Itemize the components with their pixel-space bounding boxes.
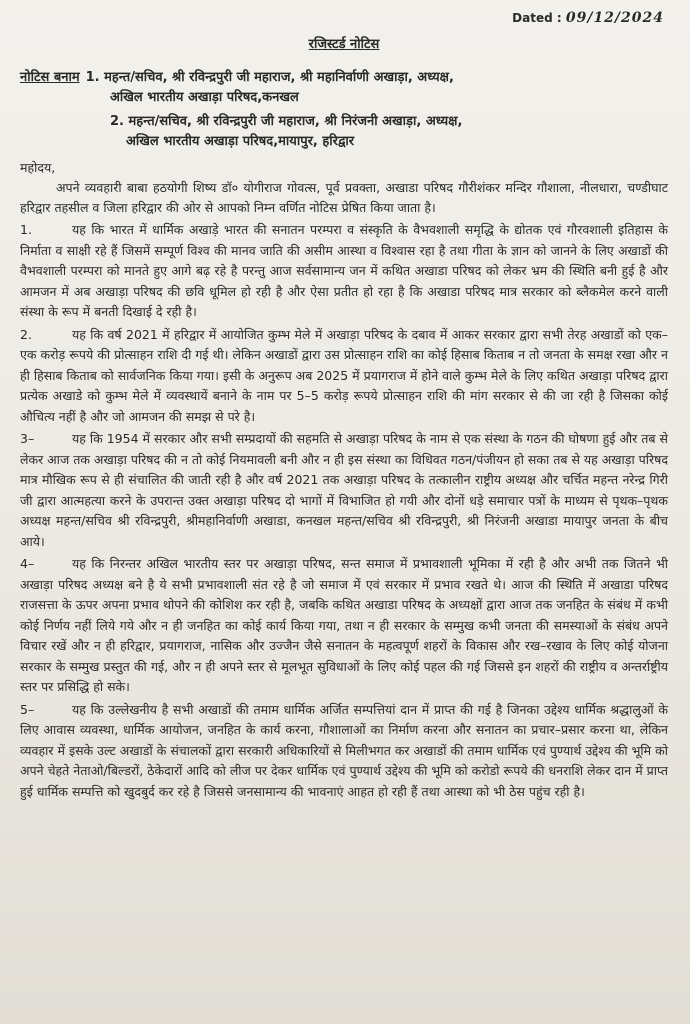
addressee-line-2: 2. महन्त/सचिव, श्री रविन्द्रपुरी जी महाराज, श्री निरंजनी अखाड़ा, अध्यक्ष,: [110, 114, 463, 129]
paragraph-text: यह कि 1954 में सरकार और सभी सम्प्रदायों की सहमति से अखाड़ा परिषद के नाम से एक संस्था के गठन की घोषणा हुई और तब से लेकर आज तक अखाड़ा परिषद की न तो कोई नियमावली बनी और न ही इस संस्था का विधिवत गठन/पंजीयन हो सका तब से यह अखाड़ा परिषद मात्र मौखिक रूप से ही संचालित की जाती रही है और वर्ष 2021 तक अखाड़ा परिषद के तत्कालीन राष्ट्रीय अध्यक्ष और चर्चित महन्त नरेन्द्र गिरी जी द्वारा आत्महत्या करने के उपरान्त उक्त अखाड़ा परिषद दो भागों में विभाजित हो गयी और दोनों धड़े समाचार पत्रों के माध्यम से पृथक–पृथक अध्यक्ष महन्त/सचिव श्री रविन्द्रपुरी, श्रीमहानिर्वाणी अखाडा, कनखल महन्त/सचिव श्री रविन्द्रपुरी, श्री निरंजनी अखाडा मायापुर जनता के बीच आये।: [20, 431, 668, 549]
dated-label: Dated :: [512, 11, 562, 25]
paragraph-text: यह कि निरन्तर अखिल भारतीय स्तर पर अखाड़ा परिषद, सन्त समाज में प्रभावशाली भूमिका में रही है और अभी तक जितने भी अखाड़ा परिषद अध्यक्ष बने है ये सभी प्रभावशाली संत रहे है जो समाज में एवं सरकार में प्रभाव रखते थे। आज की स्थिति में अखाडा परिषद राजसत्ता के ऊपर अपना प्रभाव थोपने की कोशिश कर रही है, जबकि कथित अखाडा परिषद के अध्यक्षों द्वारा आज तक जनहित के संबंध में कभी कोई निर्णय नहीं लिये गये और न ही जनहित का कोई कार्य किया गया, तथा न ही सरकार के सम्मुख कभी जनता की समस्याओं के संबंध अपने विचार रखें और न ही हरिद्वार, प्रयागराज, नासिक और उज्जैन जैसे सनातन के महत्वपूर्ण शहरों के विकास और रख–रखाव के लिए कोई योजना सरकार के सम्मुख प्रस्तुत की गई, और न ही अपने स्तर से मूलभूत सुविधाओं के लिए कोई पहल की गई जिससे इन शहरों की राष्ट्रीय व अन्तर्राष्ट्रीय स्तर पर प्रसिद्धि हो सके।: [20, 556, 668, 694]
paragraph-5: [20, 700, 668, 803]
paragraph-number: 1.: [20, 222, 32, 237]
addressee-row-1: [20, 68, 668, 88]
paragraph-1: [20, 220, 668, 323]
addressee-block: [20, 68, 668, 152]
addressee-label: नोटिस बनाम: [20, 70, 80, 85]
paragraph-3: [20, 429, 668, 552]
addressee-line-2b: अखिल भारतीय अखाड़ा परिषद,मायापुर, हरिद्वार: [126, 134, 355, 149]
addressee-line-1: 1. महन्त/सचिव, श्री रविन्द्रपुरी जी महाराज, श्री महानिर्वाणी अखाड़ा, अध्यक्ष,: [85, 70, 454, 85]
paragraph-number: 5–: [20, 701, 35, 717]
notice-title: रजिस्टर्ड नोटिस: [308, 37, 380, 52]
paragraph-number: 3–: [20, 431, 35, 446]
paragraph-text: यह कि वर्ष 2021 में हरिद्वार में आयोजित कुम्भ मेले में अखाड़ा परिषद के दबाव में आकर सरकार द्वारा सभी तेरह अखाडों को एक–एक करोड़ रूपये की प्रोत्साहन राशि दी गई थी। लेकिन अखाडों द्वारा उस प्रोत्साहन राशि का कोई हिसाब किताब न तो जनता के समक्ष रखा और न ही हिसाब किताब को सार्वजनिक किया गया। इसी के अनुरूप अब 2025 में प्रयागराज में होने वाले कुम्भ मेले के लिए कथित अखाड़ा परिषद द्वारा प्रत्येक अखाडे को कुम्भ मेले में व्यवस्थायें बनाने के नाम पर 5–5 करोड़ रूपये प्रोत्साहन राशि की मांग सरकार से की जा रही है जिसका कोई औचित्य नहीं है और जो आमजन की समझ से परे है।: [20, 326, 668, 424]
paragraph-4: [20, 554, 668, 698]
dated-value: 09/12/2024: [565, 10, 664, 26]
intro-paragraph: अपने व्यवहारी बाबा हठयोगी शिष्य डॉ० योगीराज गोवत्स, पूर्व प्रवक्ता, अखाडा परिषद गौरीशंकर मन्दिर गौशाला, नीलधारा, चण्डीघाट हरिद्वार तहसील व जिला हरिद्वार की ओर से आपको निम्न वर्णित नोटिस प्रेषित किया जाता है।: [20, 180, 668, 215]
paragraph-text: यह कि उल्लेखनीय है सभी अखाडों की तमाम धार्मिक अर्जित सम्पत्तियां दान में प्राप्त की गई है जिनका उद्देश्य धार्मिक श्रद्धालुओं के लिए आवास व्यवस्था, धार्मिक आयोजन, जनहित के कार्य करना, गौशालाओं का निर्माण करना और सनातन का प्रचार–प्रसार करना था, लेकिन व्यवहार में इसके उल्ट अखाडों के संचालकों द्वारा सरकारी अधिकारियों से मिलीभगत कर अखाडों की तमाम धार्मिक एवं पुण्यार्थ उद्देश्य की भूमि को अपने चेहते नेताओ/बिल्डरों, ठेकेदारों आदि को लीज पर देकर धार्मिक एवं पुण्यार्थ उद्देश्य की भूमि को करोडो रूपये की धनराशि लेकर दान में प्राप्त हुई धार्मिक सम्पत्ति को खुदबुर्द कर रहे है जिससे जनसामान्य की भावनाएं आहत हो रही हैं तथा आस्था को भी ठेस पहुंच रही है।: [20, 701, 668, 799]
paragraph-2: [20, 325, 668, 428]
paragraph-number: 2.: [20, 326, 32, 342]
addressee-line-1b: अखिल भारतीय अखाड़ा परिषद,कनखल: [110, 90, 299, 105]
salutation: महोदय,: [20, 160, 56, 175]
dated-line: [512, 10, 664, 26]
paragraph-number: 4–: [20, 556, 35, 571]
paragraph-text: यह कि भारत में धार्मिक अखाड़े भारत की सनातन परम्परा व संस्कृति के वैभवशाली समृद्धि के द्योतक एवं गौरवशाली इतिहास के निर्माता व साक्षी रहे हैं जिसमें सम्पूर्ण विश्व की मानव जाति की असीम आस्था व विश्वास रहा है तथा गीता के ज्ञान को जानने के लिए अखाडों की वैभवशाली परम्परा को मानते हुए आगे बढ़ रहे है परन्तु आज सर्वसामान्य जन में कथित अखाडा परिषद को लेकर भ्रम की स्थिति बनी हुई है और आमजन में अब अखाड़ा परिषद की छवि धूमिल हो रही है और ऐसा प्रतीत हो रहा है कि अखाडा परिषद मात्र सरकार को ब्लैकमेल करने वाली संस्था के रूप में बनती दिखाई दे रही है।: [20, 222, 668, 319]
